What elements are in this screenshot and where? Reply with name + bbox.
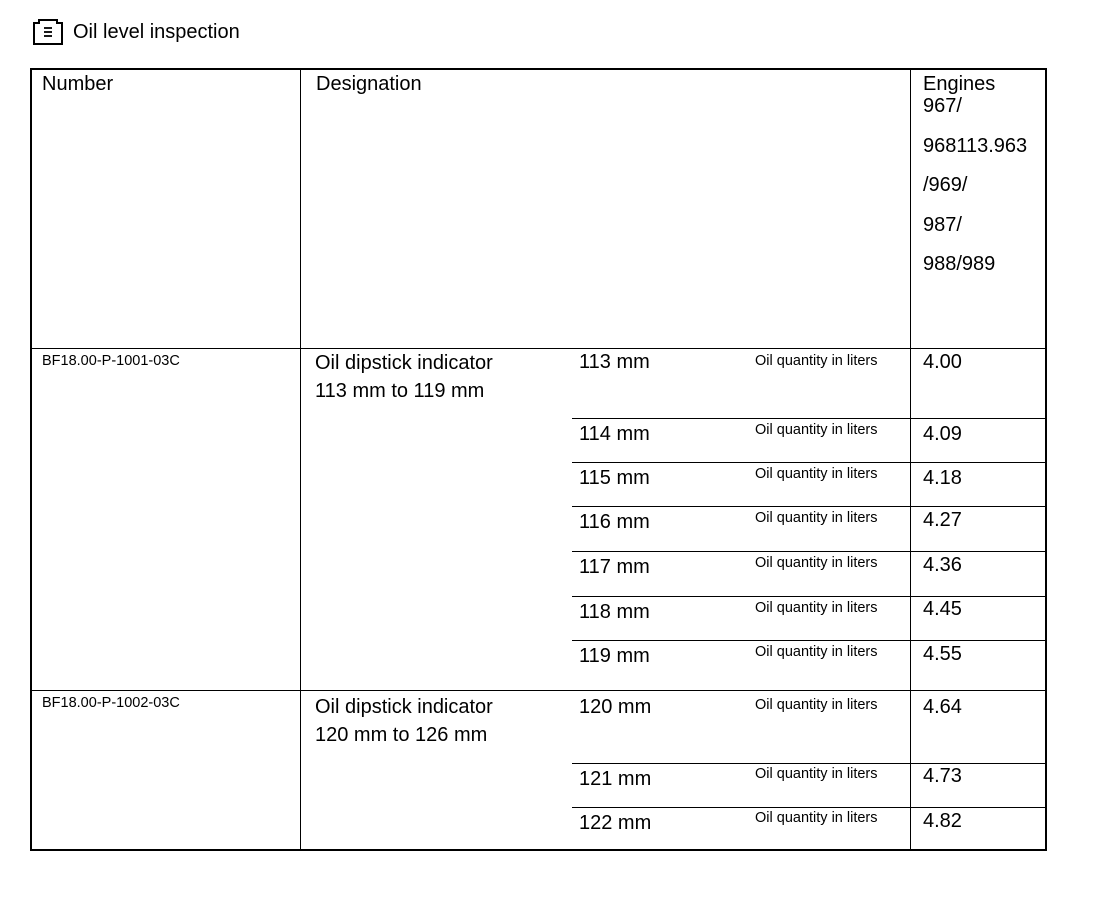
quantity-value: 4.55 — [923, 643, 962, 665]
quantity-label: Oil quantity in liters — [755, 697, 878, 713]
dipstick-mm: 121 mm — [579, 768, 652, 790]
engines-label: Engines — [923, 73, 996, 95]
engine-model: 987/ — [923, 213, 962, 236]
page-header — [33, 18, 240, 46]
engine-model: 968113.963 — [923, 134, 1028, 157]
header-number: Number — [42, 73, 114, 95]
quantity-value: 4.00 — [923, 351, 962, 373]
engine-model: /969/ — [923, 174, 968, 196]
subrow-divider — [572, 596, 1045, 597]
quantity-label: Oil quantity in liters — [755, 766, 878, 782]
column-divider — [300, 70, 301, 849]
page-title: Oil level inspection — [73, 20, 240, 43]
quantity-label: Oil quantity in liters — [755, 810, 878, 826]
quantity-value: 4.18 — [923, 467, 962, 489]
quantity-label: Oil quantity in liters — [755, 422, 878, 438]
part-number: BF18.00-P-1001-03C — [42, 353, 180, 369]
subrow-divider — [572, 763, 1045, 764]
subrow-divider — [572, 462, 1045, 463]
dipstick-mm: 119 mm — [579, 645, 650, 667]
quantity-value: 4.45 — [923, 598, 962, 620]
quantity-label: Oil quantity in liters — [755, 510, 878, 526]
designation-line: Oil dipstick indicator — [315, 696, 493, 718]
part-number: BF18.00-P-1002-03C — [42, 695, 180, 711]
dipstick-mm: 116 mm — [579, 511, 650, 533]
subrow-divider — [572, 640, 1045, 641]
designation-line: 113 mm to 119 mm — [315, 380, 485, 402]
dipstick-mm: 120 mm — [579, 696, 652, 718]
subrow-divider — [572, 418, 1045, 419]
row-divider — [32, 690, 1045, 691]
designation-line: Oil dipstick indicator — [315, 352, 493, 374]
dipstick-mm: 117 mm — [579, 556, 650, 578]
quantity-value: 4.82 — [923, 810, 962, 832]
quantity-value: 4.73 — [923, 765, 962, 787]
column-divider — [910, 70, 911, 849]
row-divider — [32, 348, 1045, 349]
document-list-icon — [33, 19, 63, 45]
dipstick-mm: 122 mm — [579, 812, 652, 834]
oil-level-table — [30, 68, 1047, 851]
quantity-label: Oil quantity in liters — [755, 644, 878, 660]
header-designation: Designation — [316, 73, 422, 95]
dipstick-mm: 113 mm — [579, 351, 650, 373]
quantity-label: Oil quantity in liters — [755, 466, 878, 482]
subrow-divider — [572, 551, 1045, 552]
dipstick-mm: 114 mm — [579, 423, 650, 445]
quantity-label: Oil quantity in liters — [755, 555, 878, 571]
designation-cell — [315, 693, 493, 749]
quantity-value: 4.64 — [923, 696, 962, 718]
quantity-value: 4.36 — [923, 554, 962, 576]
quantity-label: Oil quantity in liters — [755, 600, 878, 616]
engine-model: 967/ — [923, 95, 962, 117]
engine-model: 988/989 — [923, 253, 996, 275]
dipstick-mm: 115 mm — [579, 467, 650, 489]
subrow-divider — [572, 506, 1045, 507]
designation-cell — [315, 349, 493, 405]
quantity-label: Oil quantity in liters — [755, 353, 878, 369]
header-engines — [923, 73, 1027, 285]
quantity-value: 4.27 — [923, 509, 962, 531]
quantity-value: 4.09 — [923, 423, 962, 445]
dipstick-mm: 118 mm — [579, 601, 650, 623]
subrow-divider — [572, 807, 1045, 808]
designation-line: 120 mm to 126 mm — [315, 724, 488, 746]
